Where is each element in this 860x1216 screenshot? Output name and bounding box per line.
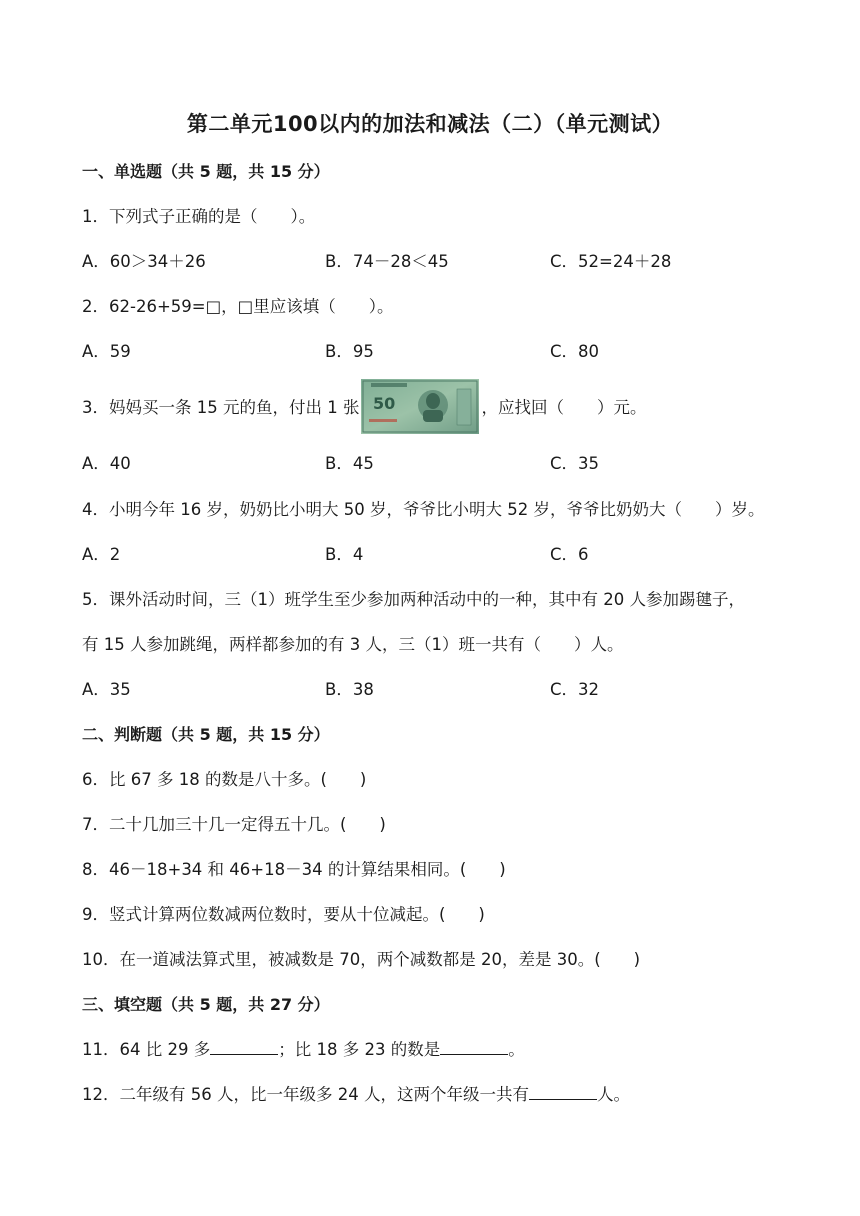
q5-option-c: C．32 (550, 680, 600, 699)
q1-option-c: C．52=24＋28 (550, 252, 672, 271)
question-3-text-before: 3．妈妈买一条 15 元的鱼，付出 1 张 (82, 398, 360, 417)
question-3 (82, 380, 646, 436)
section-heading-fill-blank: 三、填空题（共 5 题，共 27 分） (82, 995, 330, 1014)
question-11-part-2: ；比 18 多 23 的数是 (278, 1040, 441, 1059)
q4-option-a: A．2 (82, 545, 121, 564)
question-8: 8．46－18+34 和 46+18－34 的计算结果相同。( ) (82, 860, 506, 879)
question-11 (82, 1038, 525, 1062)
q4-option-c: C．6 (550, 545, 589, 564)
question-12-part-1: 12．二年级有 56 人，比一年级多 24 人，这两个年级一共有 (82, 1085, 529, 1104)
question-11-part-3: 。 (508, 1040, 525, 1059)
q1-option-b: B．74－28＜45 (325, 252, 449, 271)
question-9: 9．竖式计算两位数减两位数时，要从十位减起。( ) (82, 905, 485, 924)
banknote-value: 50 (373, 394, 396, 413)
answer-blank-2[interactable] (440, 1038, 508, 1055)
answer-blank-1[interactable] (210, 1038, 278, 1055)
question-7: 7．二十几加三十几一定得五十几。( ) (82, 815, 386, 834)
question-5-line-2: 有 15 人参加跳绳，两样都参加的有 3 人，三（1）班一共有（ ）人。 (82, 635, 624, 654)
question-6: 6．比 67 多 18 的数是八十多。( ) (82, 770, 367, 789)
page-title: 第二单元100以内的加法和减法（二）（单元测试） (186, 112, 674, 136)
question-10: 10．在一道减法算式里，被减数是 70，两个减数都是 20，差是 30。( ) (82, 950, 641, 969)
q4-option-b: B．4 (325, 545, 364, 564)
question-1: 1．下列式子正确的是（ ）。 (82, 207, 316, 226)
section-heading-true-false: 二、判断题（共 5 题，共 15 分） (82, 725, 330, 744)
question-3-text-after: ，应找回（ ）元。 (481, 398, 647, 417)
q5-option-b: B．38 (325, 680, 374, 699)
q5-option-a: A．35 (82, 680, 131, 699)
section-heading-single-choice: 一、单选题（共 5 题，共 15 分） (82, 162, 330, 181)
q3-option-b: B．45 (325, 454, 374, 473)
q2-option-b: B．95 (325, 342, 374, 361)
question-5-line-1: 5．课外活动时间，三（1）班学生至少参加两种活动中的一种，其中有 20 人参加踢毽子， (82, 590, 745, 609)
question-4: 4．小明今年 16 岁，奶奶比小明大 50 岁，爷爷比小明大 52 岁，爷爷比奶奶大（ ）岁。 (82, 500, 765, 519)
q1-option-a: A．60＞34＋26 (82, 252, 206, 271)
answer-blank-3[interactable] (529, 1083, 597, 1100)
q3-option-c: C．35 (550, 454, 600, 473)
question-12 (82, 1083, 630, 1107)
q2-option-c: C．80 (550, 342, 600, 361)
banknote-50-yuan-image (361, 379, 479, 434)
question-11-part-1: 11．64 比 29 多 (82, 1040, 211, 1059)
question-2: 2．62-26+59=□，□里应该填（ ）。 (82, 297, 394, 316)
q3-option-a: A．40 (82, 454, 131, 473)
q2-option-a: A．59 (82, 342, 131, 361)
question-12-part-2: 人。 (596, 1085, 630, 1104)
